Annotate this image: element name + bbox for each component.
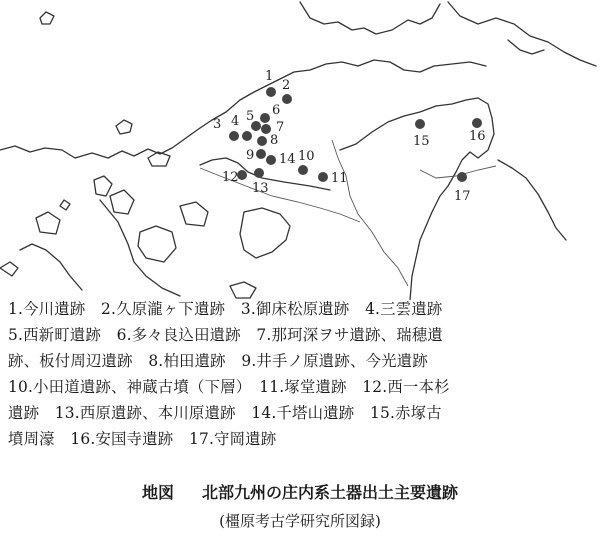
legend-line: 跡、板付周辺遺跡 8.柏田遺跡 9.井手ノ原遺跡、今光遺跡 bbox=[8, 352, 428, 370]
site-legend bbox=[8, 296, 596, 452]
legend-line: 墳周濠 16.安国寺遺跡 17.守岡遺跡 bbox=[8, 430, 277, 448]
site-marker bbox=[252, 168, 269, 196]
site-marker bbox=[246, 148, 266, 163]
site-marker-label: 4 bbox=[231, 114, 240, 129]
site-marker-label: 10 bbox=[298, 149, 315, 164]
legend-line: 遺跡 13.西原遺跡、本川原遺跡 14.千塔山遺跡 15.赤塚古 bbox=[8, 404, 442, 422]
site-marker bbox=[222, 170, 247, 185]
site-marker bbox=[413, 119, 430, 149]
site-marker bbox=[318, 171, 348, 186]
site-marker bbox=[454, 172, 471, 204]
site-marker-label: 16 bbox=[469, 129, 486, 144]
site-marker-label: 8 bbox=[270, 133, 279, 148]
site-marker bbox=[265, 69, 276, 97]
site-marker-label: 6 bbox=[272, 103, 281, 118]
site-marker-label: 2 bbox=[282, 78, 291, 93]
map-caption bbox=[0, 480, 600, 503]
source-note: (橿原考古学研究所図録) bbox=[219, 512, 381, 530]
site-marker-label: 13 bbox=[252, 181, 269, 196]
site-marker-label: 17 bbox=[454, 189, 471, 204]
site-marker-label: 12 bbox=[222, 170, 239, 185]
site-marker bbox=[257, 133, 278, 148]
site-marker bbox=[266, 152, 296, 167]
site-marker bbox=[282, 78, 292, 104]
site-marker-label: 7 bbox=[276, 120, 285, 135]
site-marker-label: 9 bbox=[246, 148, 255, 163]
site-marker bbox=[469, 118, 486, 144]
site-marker-label: 11 bbox=[331, 171, 348, 186]
site-marker bbox=[246, 109, 261, 131]
legend-line: 1.今川遺跡 2.久原瀧ヶ下遺跡 3.御床松原遺跡 4.三雲遺跡 bbox=[8, 300, 443, 318]
site-marker bbox=[298, 149, 315, 175]
site-marker-label: 15 bbox=[413, 134, 430, 149]
legend-line: 10.小田道遺跡、神蔵古墳（下層） 11.塚堂遺跡 12.西一本杉 bbox=[8, 378, 450, 396]
site-marker-label: 3 bbox=[213, 117, 222, 132]
site-marker-label: 5 bbox=[246, 109, 255, 124]
legend-line: 5.西新町遺跡 6.多々良込田遺跡 7.那珂深ヲサ遺跡、瑞穂遺 bbox=[8, 326, 444, 344]
caption-label: 地図 bbox=[141, 483, 174, 502]
caption-title: 北部九州の庄内系土器出土主要遺跡 bbox=[202, 483, 459, 502]
site-marker-label: 14 bbox=[279, 152, 296, 167]
site-marker-label: 1 bbox=[265, 69, 274, 84]
